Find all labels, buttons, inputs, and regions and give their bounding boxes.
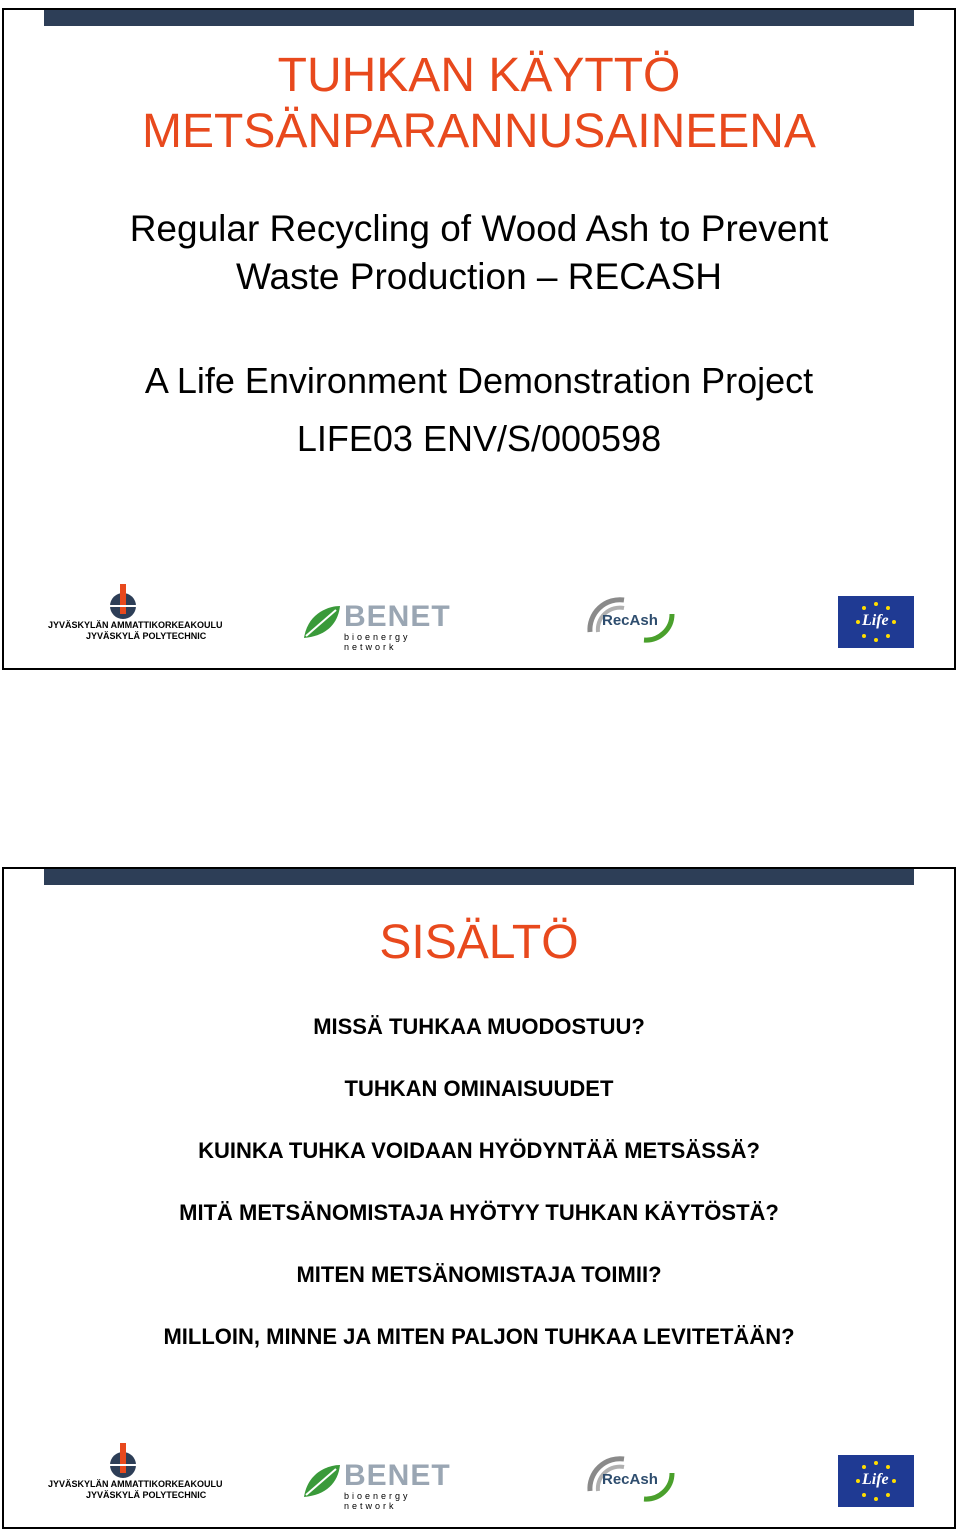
jamk-subname: JYVÄSKYLÄ POLYTECHNIC (86, 631, 207, 641)
logo-strip (4, 582, 954, 652)
subtitle-line-1: Regular Recycling of Wood Ash to Prevent (129, 208, 829, 249)
benet-wordmark: BENET (344, 600, 451, 633)
recash-wordmark: RecAsh (602, 1471, 658, 1488)
contents-slide (2, 867, 956, 1529)
jamk-emblem-icon (48, 582, 198, 620)
benet-tagline: bioenergy network (344, 632, 411, 652)
leaf-icon (300, 1461, 344, 1501)
title-line-2: METSÄNPARANNUSAINEENA (142, 105, 816, 158)
leaf-icon (300, 602, 344, 642)
contents-item: MISSÄ TUHKAA MUODOSTUU? (313, 1014, 645, 1039)
jamk-emblem-icon (48, 1441, 198, 1479)
life-wordmark: Life (862, 612, 889, 629)
logo-strip (4, 1441, 954, 1511)
contents-item: MILLOIN, MINNE JA MITEN PALJON TUHKAA LEVITETÄÄN? (163, 1324, 795, 1349)
contents-item: KUINKA TUHKA VOIDAAN HYÖDYNTÄÄ METSÄSSÄ? (198, 1138, 760, 1163)
benet-tagline: bioenergy network (344, 1491, 411, 1511)
jamk-logo (48, 1441, 223, 1501)
contents-item: MITÄ METSÄNOMISTAJA HYÖTYY TUHKAN KÄYTÖSTÄ? (179, 1200, 779, 1225)
contents-item: TUHKAN OMINAISUUDET (344, 1076, 614, 1101)
slide-title (4, 48, 954, 160)
top-bar (44, 869, 914, 885)
jamk-name: JYVÄSKYLÄN AMMATTIKORKEAKOULU (48, 620, 223, 630)
contents-item: MITEN METSÄNOMISTAJA TOIMII? (296, 1262, 662, 1287)
life-wordmark: Life (862, 1471, 889, 1488)
subtitle-line-2: Waste Production – RECASH (236, 256, 722, 297)
recash-wordmark: RecAsh (602, 612, 658, 629)
jamk-logo (48, 582, 223, 642)
benet-wordmark: BENET (344, 1459, 451, 1492)
jamk-name: JYVÄSKYLÄN AMMATTIKORKEAKOULU (48, 1479, 223, 1489)
jamk-subname: JYVÄSKYLÄ POLYTECHNIC (86, 1490, 207, 1500)
eu-life-logo (838, 596, 914, 648)
top-bar (44, 10, 914, 26)
project-line-1: A Life Environment Demonstration Project (144, 360, 814, 401)
title-slide (2, 8, 956, 670)
project-line-2: LIFE03 ENV/S/000598 (296, 418, 662, 459)
slide-title: SISÄLTÖ (379, 916, 579, 969)
eu-life-logo (838, 1455, 914, 1507)
title-line-1: TUHKAN KÄYTTÖ (277, 49, 681, 102)
